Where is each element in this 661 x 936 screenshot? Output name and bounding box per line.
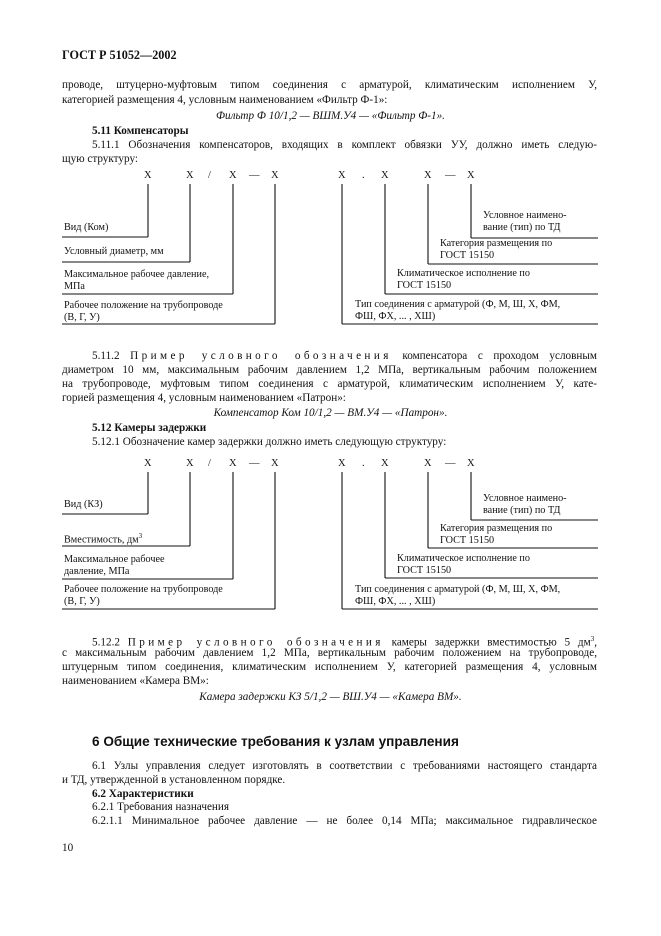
kz-placeholder-dash-2: — bbox=[445, 458, 456, 469]
kz-placeholder-slash: / bbox=[208, 458, 211, 469]
kz-placeholder-x-6: Х bbox=[381, 458, 389, 469]
placeholder-x-4: Х bbox=[271, 170, 279, 181]
label-max-pressure: Максимальное рабочее давление, bbox=[64, 269, 210, 280]
kz-label-connection-type: Тип соединения с арматурой (Ф, М, Ш, Х, ФМ, bbox=[355, 584, 561, 595]
kz-label-working-position: Рабочее положение на трубопроводе bbox=[64, 584, 223, 595]
kz-label-capacity-sup: 3 bbox=[138, 532, 143, 540]
label-nominal-diameter: Условный диаметр, мм bbox=[64, 246, 164, 257]
kz-label-type: Вид (КЗ) bbox=[64, 499, 103, 510]
intro-line-1: проводе, штуцерно-муфтовым типом соединения с арматурой, климатическим исполнением У, bbox=[62, 79, 597, 91]
label-type-kom: Вид (Ком) bbox=[64, 222, 109, 233]
p5112-line-4: горией размещения 4, условным наименованием «Патрон»: bbox=[62, 392, 346, 404]
kz-placeholder-x-1: Х bbox=[144, 458, 152, 469]
kz-label-connection-type-2: ФШ, ФХ, ... , ХШ) bbox=[355, 596, 436, 607]
label-conditional-name: Условное наимено- bbox=[483, 210, 567, 221]
section-6-heading: 6 Общие технические требования к узлам управления bbox=[92, 734, 459, 749]
label-working-position: Рабочее положение на трубопроводе bbox=[64, 300, 223, 311]
p6211: 6.2.1.1 Минимальное рабочее давление — не более 0,14 МПа; максимальное гидравлическое bbox=[92, 815, 597, 827]
p5122-end: , bbox=[594, 636, 597, 649]
page-number: 10 bbox=[62, 842, 74, 854]
placeholder-x-8: Х bbox=[467, 170, 475, 181]
kz-label-conditional-name: Условное наимено- bbox=[483, 493, 567, 504]
kz-label-capacity bbox=[64, 530, 142, 547]
kz-placeholder-x-5: Х bbox=[338, 458, 346, 469]
placeholder-x-5: Х bbox=[338, 170, 346, 181]
p5112-line-3: на трубопроводе, муфтовым типом соединения с арматурой, климатическим исполнением У, кате- bbox=[62, 378, 597, 390]
placeholder-x-1: Х bbox=[144, 170, 152, 181]
p5112-lead: 5.11.2 bbox=[92, 350, 120, 362]
kz-label-max-pressure: Максимальное рабочее bbox=[64, 554, 165, 565]
placeholder-x-3: Х bbox=[229, 170, 237, 181]
label-max-pressure-unit: МПа bbox=[64, 281, 85, 292]
kz-placeholder-x-3: Х bbox=[229, 458, 237, 469]
compensator-example: Компенсатор Ком 10/1,2 — ВМ.У4 — «Патрон». bbox=[213, 407, 448, 419]
p5112-line-2: диаметром 10 мм, максимальным рабочим давлением 1,2 МПа, вертикальным рабочим положением bbox=[62, 364, 597, 376]
intro-line-2: категорией размещения 4, условным наименованием «Фильтр Ф-1»: bbox=[62, 94, 388, 106]
p5122-rest: камеры задержки вместимостью 5 дм bbox=[391, 636, 591, 649]
p5112-rest: компенсатора с проходом условным bbox=[402, 350, 597, 362]
section-5-12-heading: 5.12 Камеры задержки bbox=[92, 422, 207, 434]
kz-placeholder-x-7: Х bbox=[424, 458, 432, 469]
section-5-11-heading: 5.11 Компенсаторы bbox=[92, 125, 189, 137]
delay-chamber-example: Камера задержки КЗ 5/1,2 — ВШ.У4 — «Камера ВМ». bbox=[199, 691, 462, 703]
p5112-spaced: Пример условного обозначения bbox=[130, 350, 392, 362]
label-placement-category: Категория размещения по bbox=[440, 238, 553, 249]
p5122-line-2: с максимальным рабочим давлением 1,2 МПа, вертикальным рабочим положением на трубопроводе, bbox=[62, 647, 597, 659]
placeholder-dash: — bbox=[249, 170, 260, 181]
label-climatic-version: Климатическое исполнение по bbox=[397, 268, 530, 279]
label-placement-category-gost: ГОСТ 15150 bbox=[440, 250, 495, 261]
standard-header: ГОСТ Р 51052—2002 bbox=[62, 48, 177, 62]
kz-placeholder-dot: . bbox=[362, 458, 365, 469]
kz-label-climatic-version: Климатическое исполнение по bbox=[397, 553, 530, 564]
kz-label-capacity-text: Вместимость, дм bbox=[64, 534, 139, 546]
kz-label-climatic-version-gost: ГОСТ 15150 bbox=[397, 565, 452, 576]
kz-placeholder-x-2: Х bbox=[186, 458, 194, 469]
label-working-position-values: (В, Г, У) bbox=[64, 312, 100, 323]
section-6-2-heading: 6.2 Характеристики bbox=[92, 788, 194, 800]
kz-placeholder-x-8: Х bbox=[467, 458, 475, 469]
p5122-sup: 3 bbox=[590, 635, 595, 643]
p621: 6.2.1 Требования назначения bbox=[92, 801, 230, 813]
p5122-spaced: Пример условного обозначения bbox=[127, 636, 384, 649]
filter-example: Фильтр Ф 10/1,2 — ВШМ.У4 — «Фильтр Ф-1». bbox=[216, 110, 445, 122]
placeholder-slash: / bbox=[208, 170, 211, 181]
placeholder-x-7: Х bbox=[424, 170, 432, 181]
p5111-line-1: 5.11.1 Обозначения компенсаторов, входящих в комплект обвязки УУ, должно иметь следую- bbox=[92, 139, 597, 151]
p5122-line-4: наименованием «Камера ВМ»: bbox=[62, 675, 209, 687]
label-connection-type: Тип соединения с арматурой (Ф, М, Ш, Х, ФМ, bbox=[355, 299, 561, 310]
kz-placeholder-dash: — bbox=[249, 458, 260, 469]
placeholder-x-2: Х bbox=[186, 170, 194, 181]
p5121-line-1: 5.12.1 Обозначение камер задержки должно иметь следующую структуру: bbox=[92, 436, 447, 448]
p5122-lead: 5.12.2 bbox=[92, 636, 120, 649]
kz-placeholder-x-4: Х bbox=[271, 458, 279, 469]
p5122-line-3: штуцерным типом соединения, климатическим исполнением У, категорией размещения 4, условным bbox=[62, 661, 597, 673]
label-connection-type-2: ФШ, ФХ, ... , ХШ) bbox=[355, 311, 436, 322]
label-conditional-name-2: вание (тип) по ТД bbox=[483, 222, 561, 233]
kz-label-conditional-name-2: вание (тип) по ТД bbox=[483, 505, 561, 516]
kz-label-max-pressure-unit: давление, МПа bbox=[64, 566, 130, 577]
placeholder-x-6: Х bbox=[381, 170, 389, 181]
kz-label-placement-category-gost: ГОСТ 15150 bbox=[440, 535, 495, 546]
placeholder-dash-2: — bbox=[445, 170, 456, 181]
placeholder-dot: . bbox=[362, 170, 365, 181]
label-climatic-version-gost: ГОСТ 15150 bbox=[397, 280, 452, 291]
p61-line-1: 6.1 Узлы управления следует изготовлять в соответствии с требованиями настоящего стандарта bbox=[92, 760, 597, 772]
p5111-line-2: щую структуру: bbox=[62, 153, 139, 165]
kz-label-working-position-values: (В, Г, У) bbox=[64, 596, 100, 607]
p61-line-2: и ТД, утвержденной в установленном порядке. bbox=[62, 774, 286, 786]
kz-label-placement-category: Категория размещения по bbox=[440, 523, 553, 534]
